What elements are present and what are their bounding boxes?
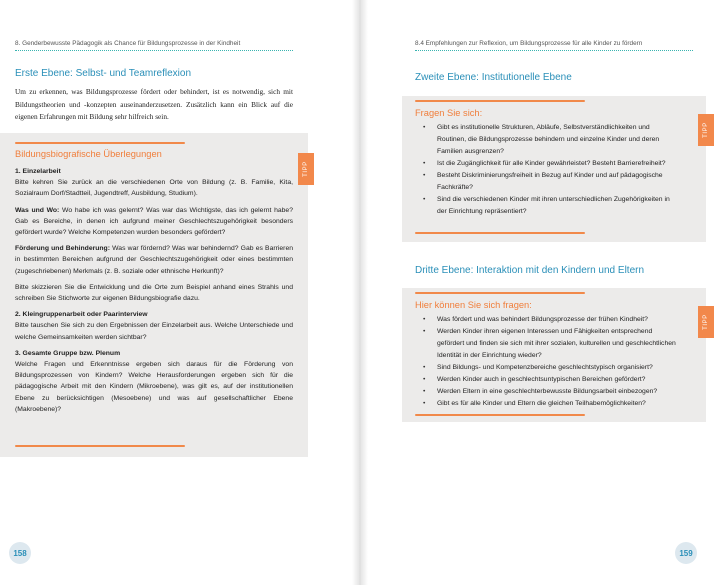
box-paragraph: Welche Fragen und Erkenntnisse ergeben sich daraus für die Förderung von Bildungsprozessen von Kindern? Welche Herausforderungen ergeben sich für die pädagogische Arbeit mit den Kindern (Mikroebene), was gilt es, auf der institutionellen Ebene zu berücksichtigen (Mesoebene) und was auf gesellschaftlicher Ebene (Makroebene)? [15,361,293,413]
tipp-label: TIPP [703,314,709,330]
running-head-rule [15,50,293,51]
list-item: • Sind die verschiedenen Kinder mit ihren unterschiedlichen Zugehörigkeiten in der Einrichtung repräsentiert? [415,194,675,218]
list-item: • Besteht Diskriminierungsfreiheit in Bezug auf Kinder und auf pädagogische Fachkräfte? [415,170,675,194]
paragraph-lead: Förderung und Behinderung: [15,245,110,253]
step-heading: 1. Einzelarbeit [15,168,61,175]
box-title: Fragen Sie sich: [415,108,483,118]
page-number: 159 [675,542,697,564]
box-top-rule [15,142,185,144]
running-head: 8.4 Empfehlungen zur Reflexion, um Bildungsprozesse für alle Kinder zu fördern [415,40,643,47]
box-top-rule [415,292,585,294]
tipp-tab [698,114,714,146]
paragraph-text: Wo habe ich was gelernt? Was war das Wichtigste, das ich gelernt habe? Gab es Bereiche, in denen ich aufgrund meiner Geschlechtszugehörigkeit besonders gefördert wurde? Welche Kompetenzen wurden besonders gefördert? [15,206,293,237]
tip-box [0,133,308,457]
list-item: • Werden Kinder ihren eigenen Interessen und Fähigkeiten entsprechend gefördert und finden sie sich mit ihrer sozialen, kulturellen und geschlechtlichen Identität in der Einrichtung wieder? [415,326,677,362]
section-heading: Dritte Ebene: Interaktion mit den Kindern und Eltern [415,265,645,276]
box-title: Hier können Sie sich fragen: [415,300,532,310]
tipp-label: TIPP [703,122,709,138]
running-head-rule [415,50,693,51]
box-top-rule [415,100,585,102]
intro-paragraph [15,86,293,124]
tip-box [402,288,706,422]
section-heading: Erste Ebene: Selbst- und Teamreflexion [15,68,192,79]
list-item: • Gibt es institutionelle Strukturen, Abläufe, Selbstverständlichkeiten und Routinen, die Bildungsprozesse behindern und einzelne Kinder und deren Familien ausgrenzen? [415,122,675,158]
list-item: • Was fördert und was behindert Bildungsprozesse der frühen Kindheit? [415,314,677,326]
tipp-label: TIPP [303,161,309,177]
paragraph-text: Was war fördernd? Was war behindernd? Gab es Barrieren in bestimmten Bereichen aufgrund der Geschlechtszugehörigkeit oder eines bestimmten (zugeschriebenen) Merkmals (z. B. soziale oder ethnische Herkunft)? [15,245,294,275]
intro-text: Um zu erkennen, was Bildungsprozesse fördert oder behindert, ist es notwendig, sich mit Bildungstheorien und -konzepten auseinanderzusetzen. Zusätzlich kann ein Blick auf die eigenen Erfahrungen mit Bildung sehr hilfreich sein. [15,87,293,122]
list-item: • Sind Bildungs- und Kompetenzbereiche geschlechtstypisch organisiert? [415,362,677,374]
list-item: • Ist die Zugänglichkeit für alle Kinder gewährleistet? Besteht Barrierefreiheit? [415,158,675,170]
box-bottom-rule [415,414,585,416]
list-item: • Gibt es für alle Kinder und Eltern die gleichen Teilhabemöglichkeiten? [415,398,677,410]
tip-box [402,96,706,242]
paragraph-lead: Was und Wo: [15,206,60,214]
step-heading: 2. Kleingruppenarbeit oder Paarinterview [15,311,148,319]
page-number: 158 [9,542,31,564]
box-bottom-rule [415,232,585,234]
box-paragraph [15,205,293,239]
question-list [415,122,675,218]
box-bottom-rule [15,445,185,447]
box-paragraph: Bitte skizzieren Sie die Entwicklung und die Orte zum Beispiel anhand eines Strahls und schreiben Sie Stichworte zur eigenen Bildungsbiografie dazu. [15,283,293,303]
section-heading: Zweite Ebene: Institutionelle Ebene [415,72,572,83]
box-paragraph: Bitte kehren Sie zurück an die verschiedenen Orte von Bildung (z. B. Familie, Kita, Sozialraum Dorf/Stadtteil, Jugendtreff, Ausbildung, Studium). [15,179,293,198]
box-body [15,166,293,420]
list-item: • Werden Eltern in eine geschlechterbewusste Bildungsarbeit einbezogen? [415,386,677,398]
question-list [415,314,677,410]
book-gutter [352,0,368,585]
running-head: 8. Genderbewusste Pädagogik als Chance für Bildungsprozesse in der Kindheit [15,40,241,47]
box-title: Bildungsbiografische Überlegungen [15,149,162,159]
tipp-tab [298,153,314,185]
box-paragraph [15,243,293,277]
right-page [360,0,720,585]
tipp-tab [698,306,714,338]
step-heading: 3. Gesamte Gruppe bzw. Plenum [15,349,121,357]
box-paragraph: Bitte tauschen Sie sich zu den Ergebnissen der Einzelarbeit aus. Welche Unterschiede und welche Gemeinsamkeiten werden sichtbar? [15,322,293,341]
list-item: • Werden Kinder auch in geschlechtsuntypischen Bereichen gefördert? [415,374,677,386]
